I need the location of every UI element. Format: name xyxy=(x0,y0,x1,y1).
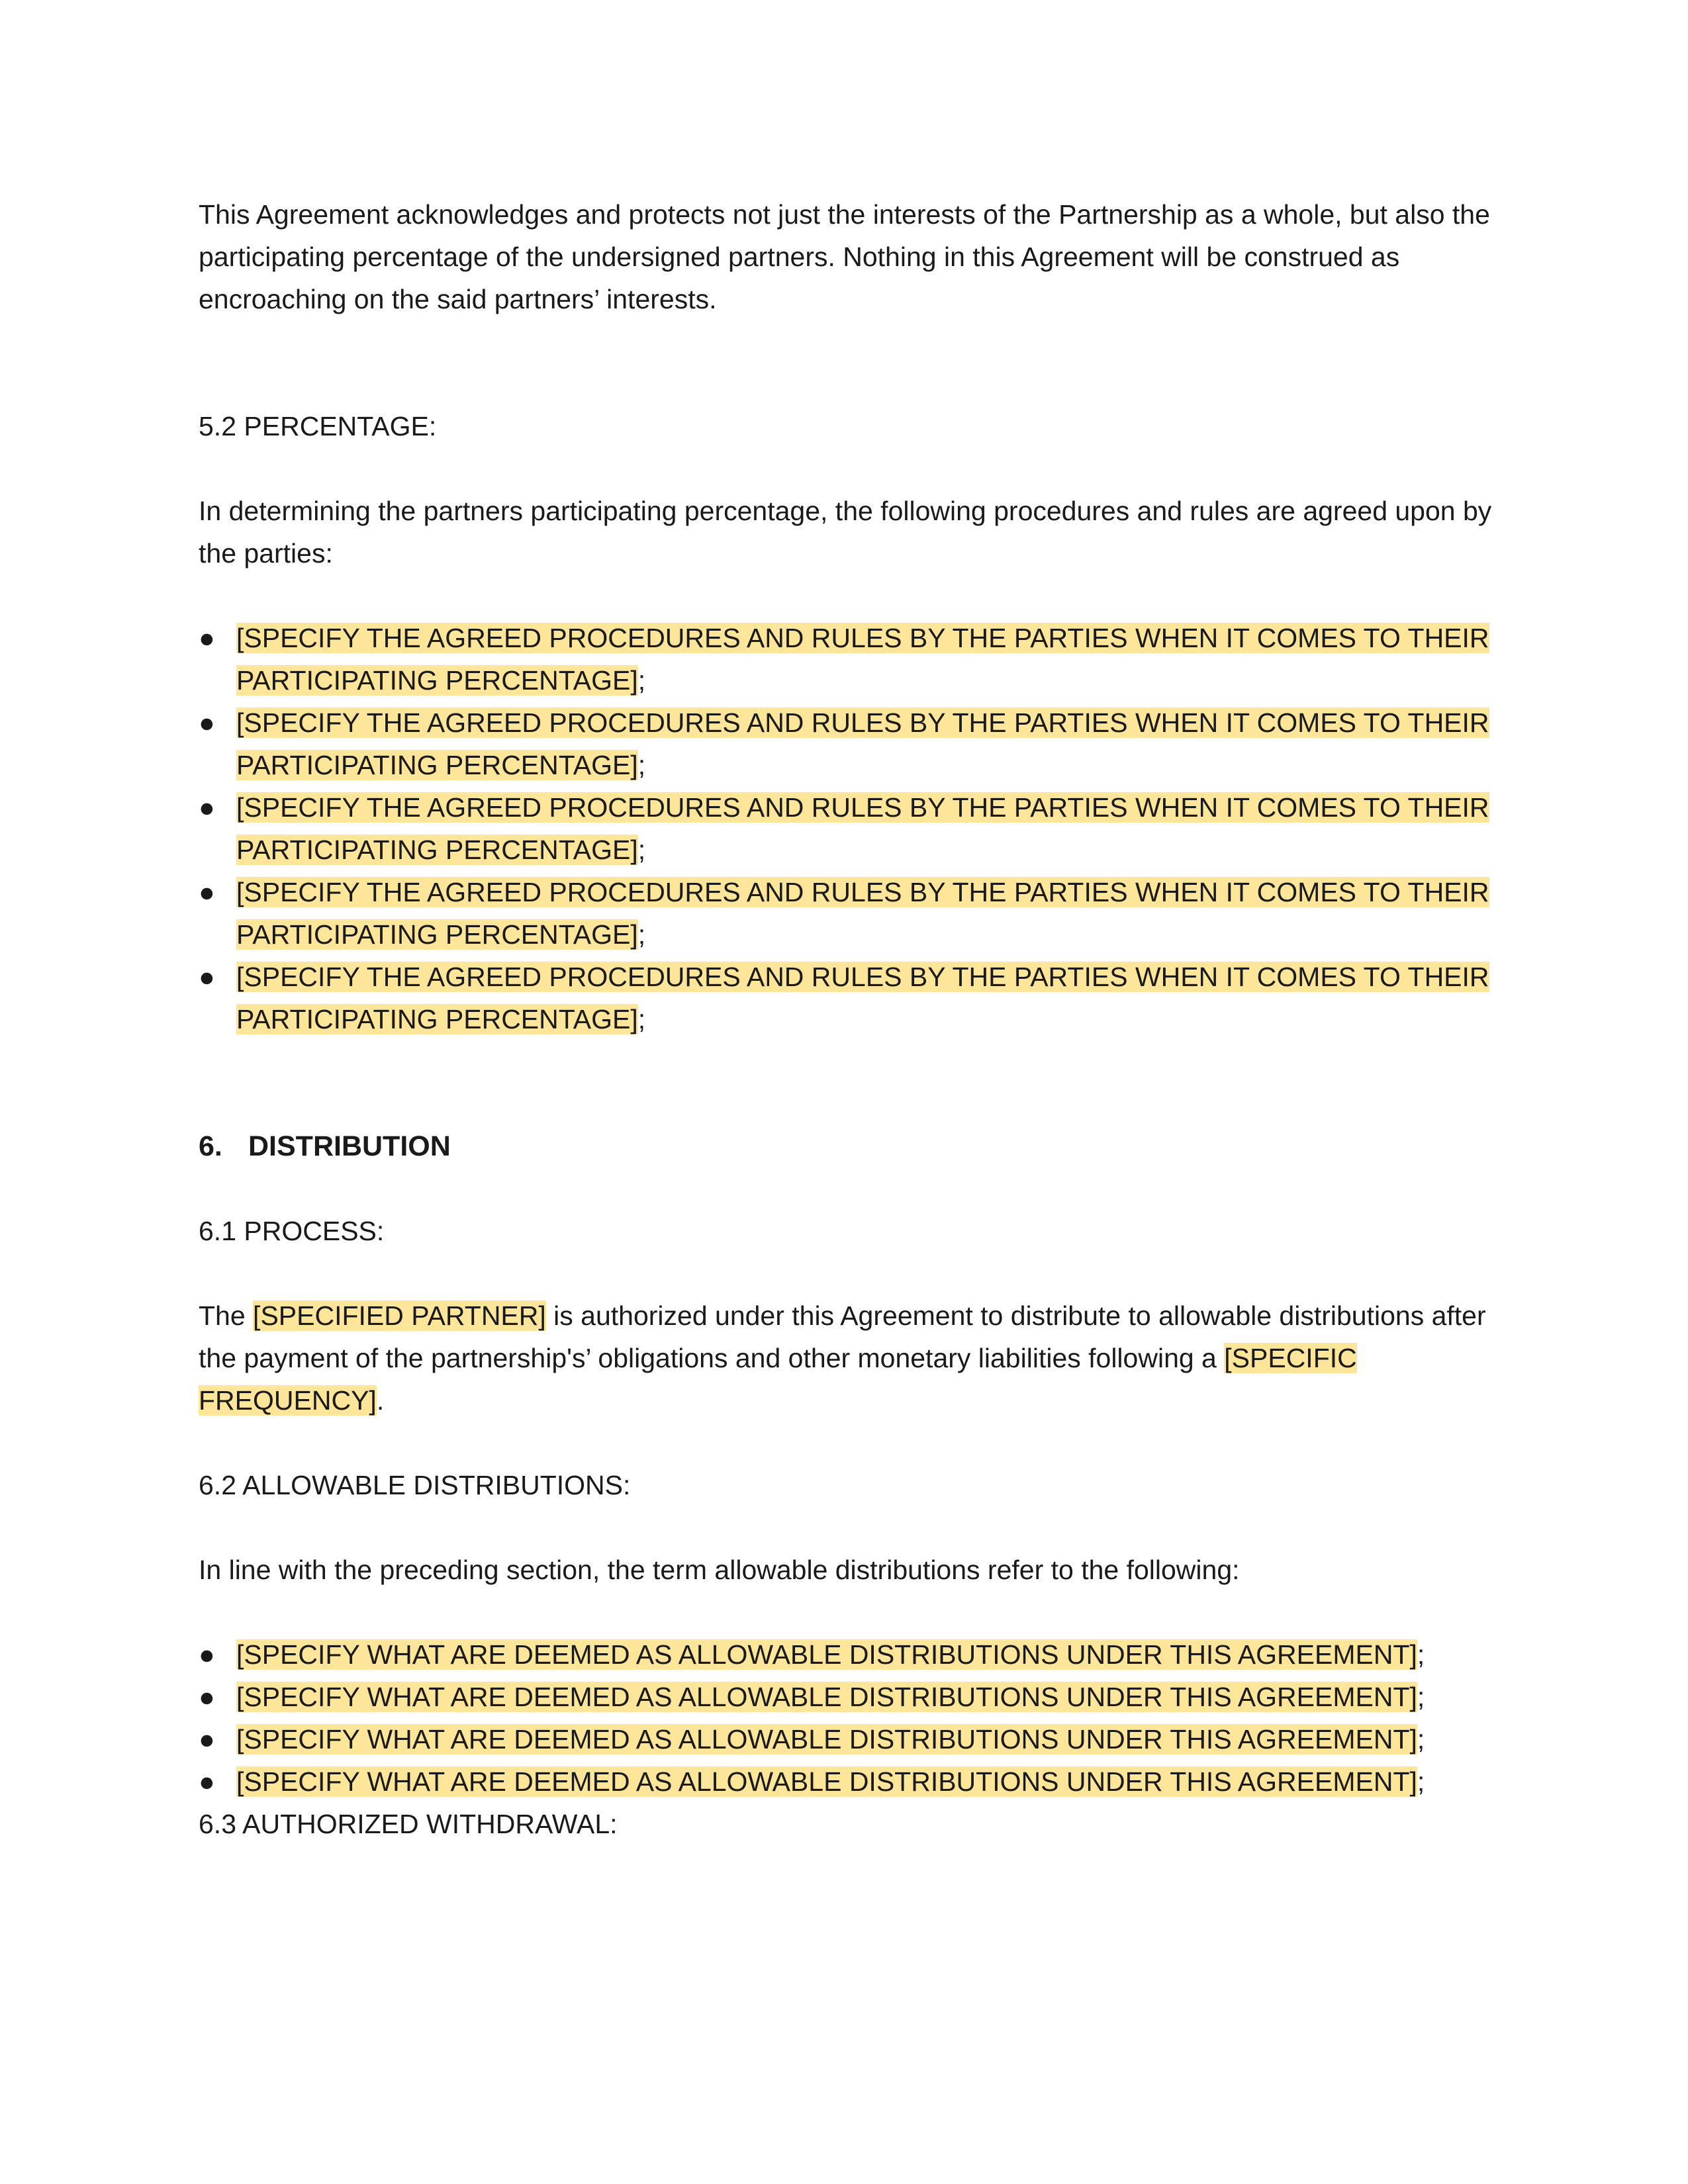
section-number: 6. xyxy=(199,1130,222,1162)
spacer xyxy=(199,574,1496,617)
item-suffix: ; xyxy=(637,1004,646,1034)
specified-partner-placeholder[interactable]: [SPECIFIED PARTNER] xyxy=(253,1300,546,1331)
list-item xyxy=(199,956,1496,1040)
placeholder-field[interactable]: [SPECIFY WHAT ARE DEEMED AS ALLOWABLE DISTRIBUTIONS UNDER THIS AGREEMENT] xyxy=(236,1682,1417,1712)
paragraph-text: is authorized under this Agreement to distribute to allowable distributions after the payment of the partnership's’ obligations and other monetary liabilities following a xyxy=(199,1300,1486,1373)
placeholder-field[interactable]: [SPECIFY THE AGREED PROCEDURES AND RULES BY THE PARTIES WHEN IT COMES TO THEIR PARTICIPATING PERCENTAGE] xyxy=(236,623,1489,696)
bullet-icon: ● xyxy=(199,792,215,823)
bullet-icon: ● xyxy=(199,707,215,738)
specific-frequency-placeholder[interactable]: [SPECIFIC FREQUENCY] xyxy=(199,1343,1357,1416)
allowable-distributions-list xyxy=(199,1633,1496,1803)
list-item xyxy=(199,871,1496,956)
list-item xyxy=(199,617,1496,702)
bullet-icon: ● xyxy=(199,623,215,653)
list-item xyxy=(199,786,1496,871)
placeholder-field[interactable]: [SPECIFY THE AGREED PROCEDURES AND RULES BY THE PARTIES WHEN IT COMES TO THEIR PARTICIPATING PERCENTAGE] xyxy=(236,877,1489,950)
spacer xyxy=(199,1506,1496,1549)
section-6-heading xyxy=(199,1125,1496,1167)
document-page xyxy=(199,193,1496,1845)
section-6-2-intro: In line with the preceding section, the term allowable distributions refer to the following: xyxy=(199,1555,1240,1585)
item-suffix: ; xyxy=(1417,1724,1425,1754)
placeholder-field[interactable]: [SPECIFY THE AGREED PROCEDURES AND RULES BY THE PARTIES WHEN IT COMES TO THEIR PARTICIPATING PERCENTAGE] xyxy=(236,962,1489,1034)
list-item xyxy=(199,1633,1496,1676)
spacer xyxy=(199,1252,1496,1295)
bullet-icon: ● xyxy=(199,1766,215,1797)
placeholder-field[interactable]: [SPECIFY WHAT ARE DEEMED AS ALLOWABLE DISTRIBUTIONS UNDER THIS AGREEMENT] xyxy=(236,1724,1417,1754)
placeholder-field[interactable]: [SPECIFY WHAT ARE DEEMED AS ALLOWABLE DISTRIBUTIONS UNDER THIS AGREEMENT] xyxy=(236,1639,1417,1670)
bullet-icon: ● xyxy=(199,962,215,992)
section-6-1-paragraph xyxy=(199,1295,1496,1422)
section-6-2-title: 6.2 ALLOWABLE DISTRIBUTIONS: xyxy=(199,1470,631,1500)
section-5-2-intro: In determining the partners participating percentage, the following procedures and rules are agreed upon by the parties: xyxy=(199,496,1492,569)
list-item xyxy=(199,1718,1496,1760)
list-item xyxy=(199,1760,1496,1803)
item-suffix: ; xyxy=(1417,1766,1425,1797)
item-suffix: ; xyxy=(637,919,646,950)
spacer xyxy=(199,1040,1496,1125)
section-5-2-title: 5.2 PERCENTAGE: xyxy=(199,411,437,441)
spacer xyxy=(199,1422,1496,1464)
spacer xyxy=(199,1591,1496,1633)
section-6-3-title: 6.3 AUTHORIZED WITHDRAWAL: xyxy=(199,1809,618,1839)
list-item xyxy=(199,1676,1496,1718)
bullet-icon: ● xyxy=(199,1682,215,1712)
placeholder-field[interactable]: [SPECIFY WHAT ARE DEEMED AS ALLOWABLE DISTRIBUTIONS UNDER THIS AGREEMENT] xyxy=(236,1766,1417,1797)
item-suffix: ; xyxy=(637,750,646,780)
placeholder-field[interactable]: [SPECIFY THE AGREED PROCEDURES AND RULES BY THE PARTIES WHEN IT COMES TO THEIR PARTICIPATING PERCENTAGE] xyxy=(236,792,1489,865)
paragraph-text: . xyxy=(376,1385,385,1416)
list-item xyxy=(199,702,1496,786)
intro-paragraph: This Agreement acknowledges and protects not just the interests of the Partnership as a whole, but also the participating percentage of the undersigned partners. Nothing in this Agreement will be construed as encroaching on the said partners’ interests. xyxy=(199,199,1490,314)
spacer xyxy=(199,320,1496,405)
percentage-rules-list xyxy=(199,617,1496,1040)
item-suffix: ; xyxy=(1417,1682,1425,1712)
item-suffix: ; xyxy=(637,835,646,865)
bullet-icon: ● xyxy=(199,1724,215,1754)
bullet-icon: ● xyxy=(199,1639,215,1670)
section-6-1-title: 6.1 PROCESS: xyxy=(199,1216,385,1246)
spacer xyxy=(199,447,1496,490)
spacer xyxy=(199,1167,1496,1210)
bullet-icon: ● xyxy=(199,877,215,907)
section-title: DISTRIBUTION xyxy=(248,1130,451,1162)
item-suffix: ; xyxy=(637,665,646,696)
placeholder-field[interactable]: [SPECIFY THE AGREED PROCEDURES AND RULES BY THE PARTIES WHEN IT COMES TO THEIR PARTICIPATING PERCENTAGE] xyxy=(236,707,1489,780)
paragraph-text: The xyxy=(199,1300,254,1331)
item-suffix: ; xyxy=(1417,1639,1425,1670)
